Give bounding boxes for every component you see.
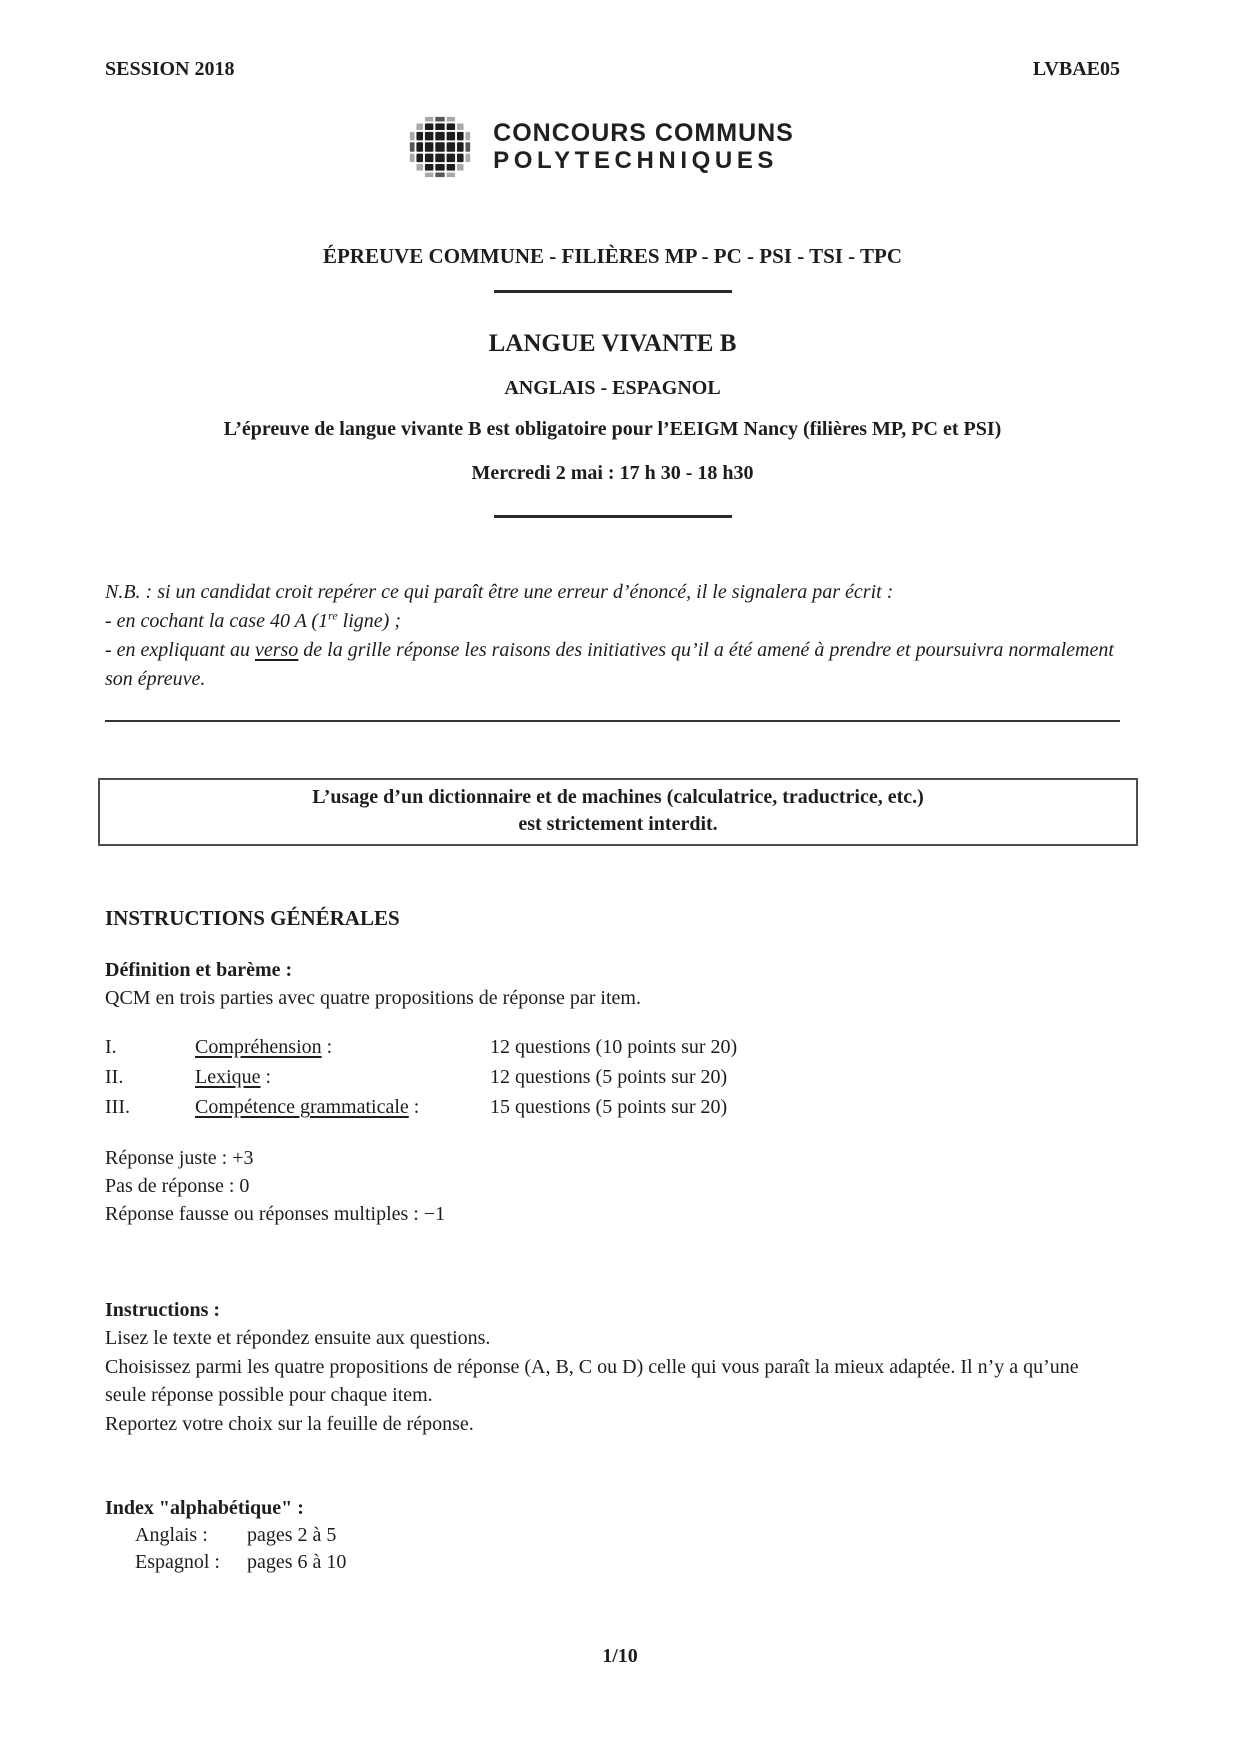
scoring-blank: Pas de réponse : 0 [105,1175,250,1197]
nb-line3-post: de la grille réponse les raisons des initiatives qu’il a été amené à prendre et poursuivra normalement son épreuve. [105,639,1114,690]
nb-line2-post: ligne) ; [337,610,401,632]
nb-line2-pre: - en cochant la case 40 A (1 [105,610,329,632]
prohibition-line2: est strictement interdit. [518,813,718,835]
part-row [105,1092,1120,1122]
instructions-section [105,1296,1120,1438]
part-label-text: Compétence grammaticale [195,1096,409,1118]
page-number: 1/10 [602,1645,638,1667]
general-instructions-heading: INSTRUCTIONS GÉNÉRALES [105,906,400,930]
definition-text: QCM en trois parties avec quatre propositions de réponse par item. [105,987,641,1009]
part-numeral: II. [105,1066,124,1088]
nb-line3-pre: - en expliquant au [105,639,255,661]
instruction-line: Lisez le texte et répondez ensuite aux questions. [105,1327,491,1349]
exam-parts-list [105,1032,1120,1122]
part-detail: 15 questions (5 points sur 20) [490,1096,728,1118]
scoring-correct: Réponse juste : +3 [105,1147,254,1169]
part-label [195,1092,490,1122]
dictionary-prohibition-box [98,778,1138,846]
logo-line2: POLYTECHNIQUES [493,147,779,174]
part-label [195,1062,490,1092]
divider-line [494,515,732,518]
instruction-line: Reportez votre choix sur la feuille de réponse. [105,1412,474,1435]
part-label-text: Lexique [195,1066,261,1088]
horizontal-rule [105,720,1120,722]
exam-code: LVBAE05 [1032,58,1120,80]
part-detail: 12 questions (10 points sur 20) [490,1036,738,1058]
languages-subtitle: ANGLAIS - ESPAGNOL [504,377,721,399]
index-row [105,1522,1120,1549]
part-detail: 12 questions (5 points sur 20) [490,1066,728,1088]
epreuve-commune-title: ÉPREUVE COMMUNE - FILIÈRES MP - PC - PSI - TSI - TPC [322,244,903,268]
index-pages: pages 6 à 10 [247,1551,347,1573]
index-language: Anglais : [135,1524,208,1546]
scoring-rules [105,1144,1120,1228]
instruction-line: Choisissez parmi les quatre propositions de réponse (A, B, C ou D) celle qui vous paraît la mieux adaptée. Il n’y a qu’une seule réponse possible pour chaque item. [105,1355,1079,1406]
part-label [195,1032,490,1062]
logo-line1: CONCOURS COMMUNS [493,119,794,147]
mandatory-note: L’épreuve de langue vivante B est obligatoire pour l’EEIGM Nancy (filières MP, PC et PSI) [223,418,1002,440]
nb-notice [105,578,1120,694]
globe-icon [407,114,473,180]
session-label: SESSION 2018 [105,58,235,80]
index-pages: pages 2 à 5 [247,1524,337,1546]
nb-line1: N.B. : si un candidat croit repérer ce qui paraît être une erreur d’énoncé, il le signalera par écrit : [105,581,894,603]
instructions-heading: Instructions : [105,1299,221,1321]
logo-wordmark [493,119,794,175]
index-heading: Index "alphabétique" : [105,1497,304,1519]
part-numeral: III. [105,1096,130,1118]
part-row [105,1032,1120,1062]
prohibition-line1: L’usage d’un dictionnaire et de machines (calculatrice, traductrice, etc.) [312,786,924,808]
divider-line [494,290,732,293]
langue-vivante-title: LANGUE VIVANTE B [488,330,737,357]
part-colon: : [408,1096,420,1118]
ccp-logo [93,108,1108,186]
part-colon: : [260,1066,272,1088]
nb-line3-underlined: verso [254,639,299,661]
nb-line3 [105,636,1120,694]
part-numeral: I. [105,1036,117,1058]
scoring-wrong: Réponse fausse ou réponses multiples : −1 [105,1203,446,1225]
definition-heading: Définition et barème : [105,959,293,981]
nb-line2-superscript: re [328,608,338,623]
page-header [105,56,1120,82]
part-colon: : [321,1036,333,1058]
part-label-text: Compréhension [195,1036,322,1058]
exam-date: Mercredi 2 mai : 17 h 30 - 18 h30 [471,462,754,484]
alphabetical-index [105,1494,1120,1576]
index-row [105,1549,1120,1576]
part-row [105,1062,1120,1092]
index-language: Espagnol : [135,1551,220,1573]
nb-line2 [105,607,1120,636]
